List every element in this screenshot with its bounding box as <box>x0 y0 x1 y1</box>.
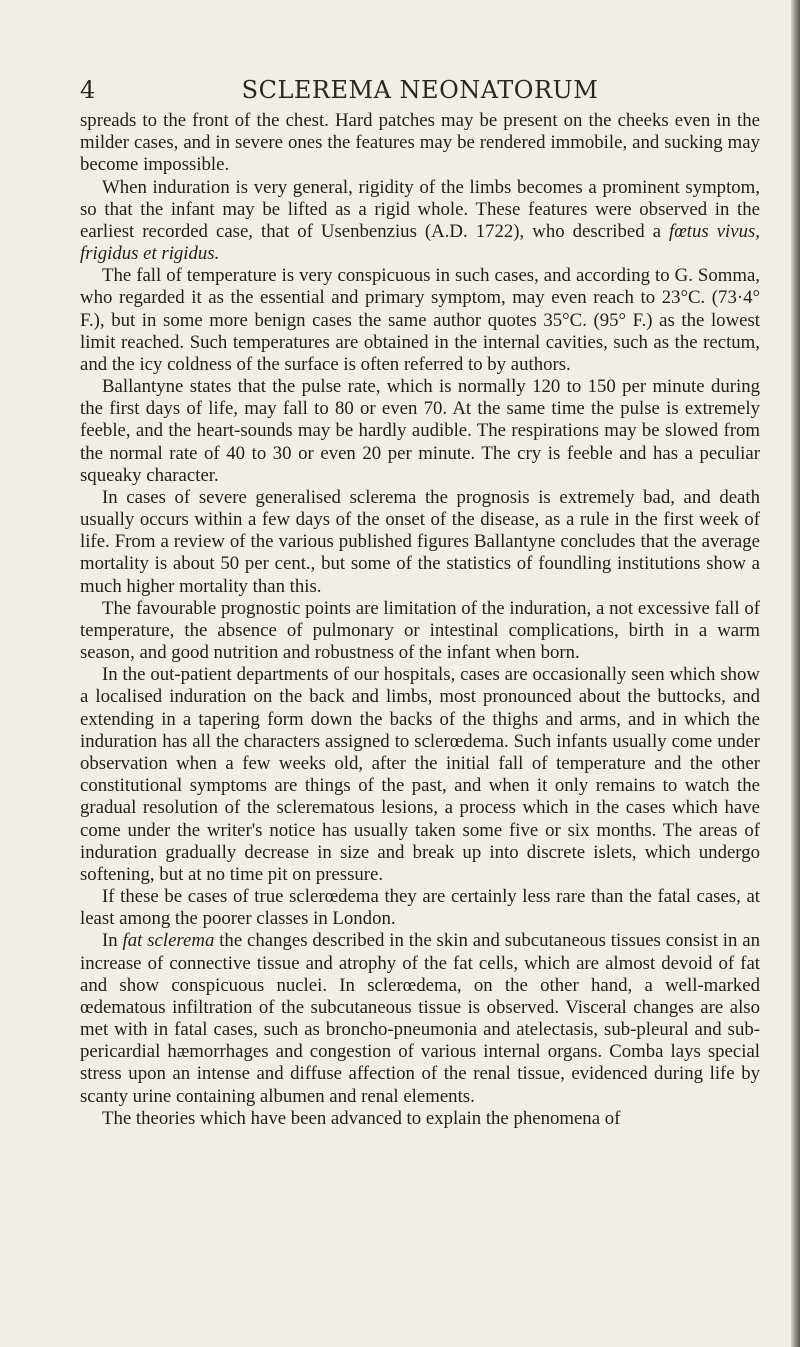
paragraph-9 <box>80 930 760 1107</box>
running-title: SCLEREMA NEONATORUM <box>241 76 599 104</box>
paragraph-5: In cases of severe generalised sclerema the prognosis is extremely bad, and death usually occurs within a few days of the onset of the disease, as a rule in the first week of life. From a review of the various published figures Ballantyne concludes that the average mortality is about 50 per cent., but some of the statistics of foundling institutions show a much higher mortality than this. <box>80 486 760 597</box>
paragraph-8: If these be cases of true sclerœdema they are certainly less rare than the fatal cases, at least among the poorer classes in London. <box>80 886 760 930</box>
paragraph-10: The theories which have been advanced to explain the phenomena of <box>102 1107 621 1129</box>
paragraph-6: The favourable prognostic points are limitation of the induration, a not excessive fall of temperature, the absence of pulmonary or intestinal complications, birth in a warm season, and good nutrition and robustness of the infant when born. <box>80 597 760 664</box>
latin-phrase: fœtus vivus, frigidus et rigidus. <box>80 220 760 265</box>
paragraph-9-text-after-italic: the changes described in the skin and subcutaneous tissues consist in an increase of connective tissue and atrophy of the fat cells, which are almost devoid of fat and show conspicuous nuclei. In sclerœdema, on the other hand, a well-marked œdematous infiltration of the subcutaneous tissue is observed. Visceral changes are also met with in fatal cases, such as broncho-pneumonia and atelectasis, sub-pleural and sub-pericardial hæmorrhages and congestion of various internal organs. Comba lays special stress upon an intense and diffuse affection of the renal tissue, evidenced during life by scanty urine containing albumen and renal elements. <box>80 930 760 1107</box>
page-number: 4 <box>80 76 96 104</box>
paragraph-2-text-before-italic: When induration is very general, rigidity of the limbs becomes a prominent symptom, so that the infant may be lifted as a rigid whole. These features were observed in the earliest recorded case, that of Usenbenzius (A.D. 1722), who described a <box>80 176 760 242</box>
paragraph-4: Ballantyne states that the pulse rate, which is normally 120 to 150 per minute during the first days of life, may fall to 80 or even 70. At the same time the pulse is extremely feeble, and the heart-sounds may be hardly audible. The respirations may be slowed from the normal rate of 40 to 30 or even 20 per minute. The cry is feeble and has a peculiar squeaky character. <box>80 376 760 486</box>
page-header <box>80 70 760 110</box>
paragraph-2 <box>80 177 760 266</box>
paragraph-3: The fall of temperature is very conspicuous in such cases, and according to G. Somma, who regarded it as the essential and primary symptom, may even reach to 23°C. (73·4° F.), but in some more benign cases the same author quotes 35°C. (95° F.) as the lowest limit reached. Such temperatures are obtained in the internal cavities, such as the rectum, and the icy coldness of the surface is often referred to by authors. <box>80 265 760 375</box>
body-text <box>80 110 760 1290</box>
fat-sclerema-term: fat sclerema <box>122 930 215 952</box>
page-edge-shadow <box>791 0 800 1347</box>
paragraph-9-text-before-italic: In <box>102 930 123 952</box>
paragraph-7: In the out-patient departments of our hospitals, cases are occasionally seen which show a localised induration on the back and limbs, most pronounced about the buttocks, and extending in a tapering form down the backs of the thighs and arms, and in which the induration has all the characters assigned to sclerœdema. Such infants usually come under observation when a few weeks old, after the initial fall of temperature and the other constitutional symptoms are things of the past, and when it only remains to watch the gradual resolution of the sclerematous lesions, a process which in the cases which have come under the writer's notice has usually taken some five or six months. The areas of induration gradually decrease in size and break up into discrete islets, which undergo softening, but at no time pit on pressure. <box>80 664 760 885</box>
paragraph-1: spreads to the front of the chest. Hard patches may be present on the cheeks even in the milder cases, and in severe ones the features may be rendered immobile, and sucking may become impossible. <box>80 110 760 176</box>
